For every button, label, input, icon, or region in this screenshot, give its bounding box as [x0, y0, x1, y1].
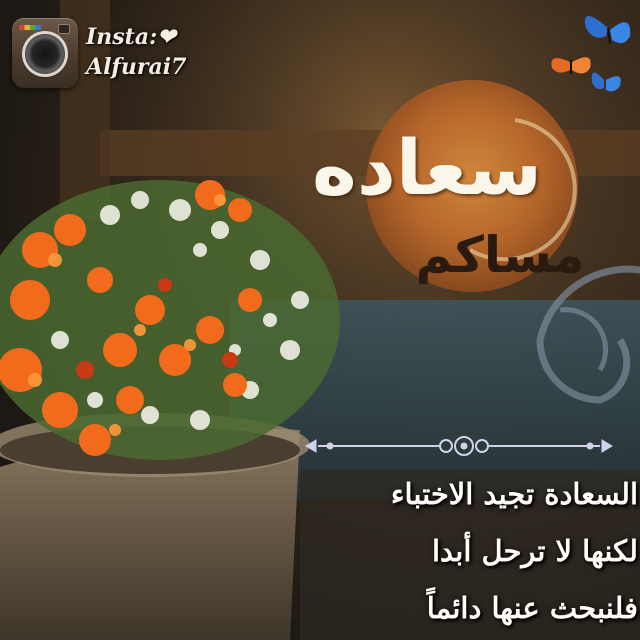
poem-line-3: فلنبحث عنها دائماً [426, 591, 638, 625]
instagram-logo-icon [12, 18, 78, 88]
poem-line-2: لكنها لا ترحل أبدا [431, 534, 638, 568]
poem-line-1: السعادة تجيد الاختباء [390, 477, 638, 511]
title-sub: مساكم [415, 226, 585, 284]
instagram-rainbow-stripe [19, 25, 41, 30]
insta-handle: Alfurai7 [86, 54, 187, 80]
insta-label: Insta:❤ [86, 24, 176, 50]
title-main: سعاده [311, 123, 543, 212]
instagram-flash [58, 24, 70, 34]
camera-lens-icon [25, 34, 65, 74]
